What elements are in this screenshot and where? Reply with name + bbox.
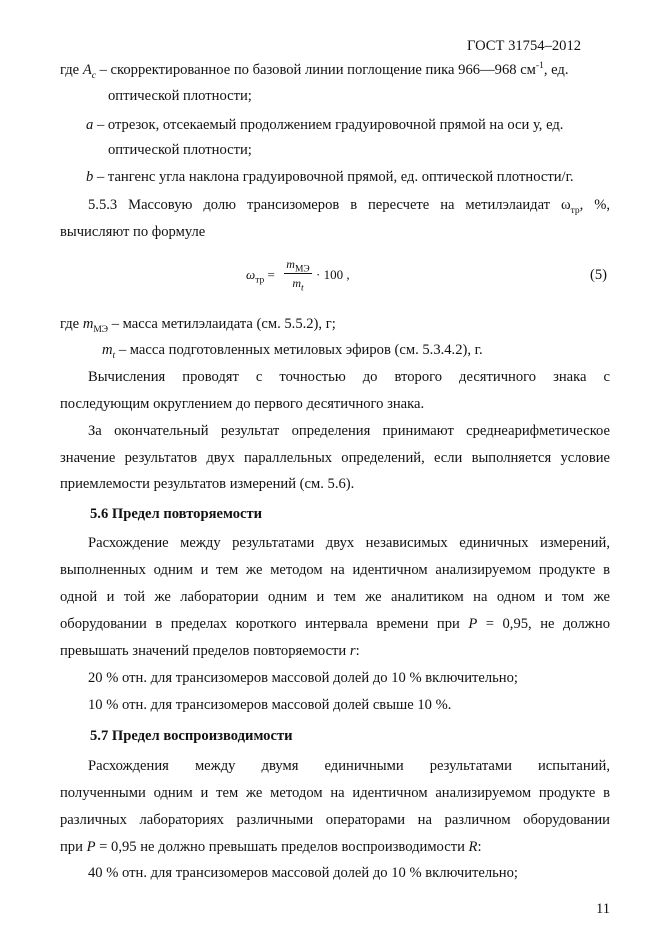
s56-l5: превышать значений пределов повторяемости r:: [60, 643, 360, 659]
where-a-line: a – отрезок, отсекаемый продолжением градуировочной прямой на оси у, ед.: [86, 117, 564, 133]
where-mme-line: где $m_{МЭ}$ – масса метилэлаидата (см. 5.5.2), г;: [60, 316, 336, 335]
page-number: 11: [596, 901, 611, 917]
para-precision-l2: последующим округлением до первого десятичного знака.: [60, 396, 425, 412]
s57-l3: различных лабораториях различными операторами на различном оборудовании: [60, 812, 610, 828]
where-b-line: b – тангенс угла наклона градуировочной прямой, ед. оптической плотности/г.: [86, 169, 574, 185]
standard-header: ГОСТ 31754–2012: [467, 38, 582, 54]
s56-l3: одной и той же лаборатории одним и тем же аналитиком на одном и том же: [60, 589, 610, 605]
clause-5-5-3-cont: вычисляют по формуле: [60, 224, 206, 240]
s57-l1: Расхождения между двумя единичными результатами испытаний,: [88, 758, 610, 774]
where-mt-line: $m_t$ – масса подготовленных метиловых эфиров (см. 5.3.4.2), г.: [102, 342, 483, 361]
formula-fraction: $m_{МЭ}$ $m_t$: [284, 257, 312, 291]
where-ac-line: где $A_c$ – скорректированное по базовой линии поглощение пика 966—968 $см^{-1}$, ед.: [60, 61, 569, 81]
para-final-l2: значение результатов двух параллельных определений, если выполняется условие: [60, 450, 610, 466]
s56-l1: Расхождение между результатами двух независимых единичных измерений,: [88, 535, 610, 551]
formula-5: $\omega_{тр}$ = $m_{МЭ}$ $m_t$ · 100 ,: [246, 257, 350, 294]
where-a-unit: оптической плотности;: [108, 142, 252, 158]
s56-l6: 20 % отн. для трансизомеров массовой долей до 10 % включительно;: [88, 670, 518, 686]
where-ac-unit: оптической плотности;: [108, 88, 252, 104]
s57-l5: 40 % отн. для трансизомеров массовой долей до 10 % включительно;: [88, 865, 518, 881]
section-5-7-heading: 5.7 Предел воспроизводимости: [90, 728, 293, 744]
s56-l2: выполненных одним и тем же методом на идентичном анализируемом продукте в: [60, 562, 610, 578]
formula-number: (5): [590, 267, 608, 283]
s56-l7: 10 % отн. для трансизомеров массовой долей свыше 10 %.: [88, 697, 452, 713]
s57-l4: при P = 0,95 не должно превышать пределов воспроизводимости R:: [60, 839, 482, 855]
para-final-l1: За окончательный результат определения принимают среднеарифметическое: [88, 423, 610, 439]
para-precision-l1: Вычисления проводят с точностью до второго десятичного знака с: [88, 369, 610, 385]
s57-l2: полученными одним и тем же методом на идентичном анализируемом продукте в: [60, 785, 610, 801]
para-final-l3: приемлемости результатов измерений (см. 5.6).: [60, 476, 355, 492]
clause-5-5-3: 5.5.3 Массовую долю трансизомеров в пересчете на метилэлаидат $\omega_{тр}$, %,: [88, 197, 610, 216]
section-5-6-heading: 5.6 Предел повторяемости: [90, 506, 263, 522]
s56-l4: оборудовании в пределах короткого интервала времени при P = 0,95, не должно: [60, 616, 610, 632]
